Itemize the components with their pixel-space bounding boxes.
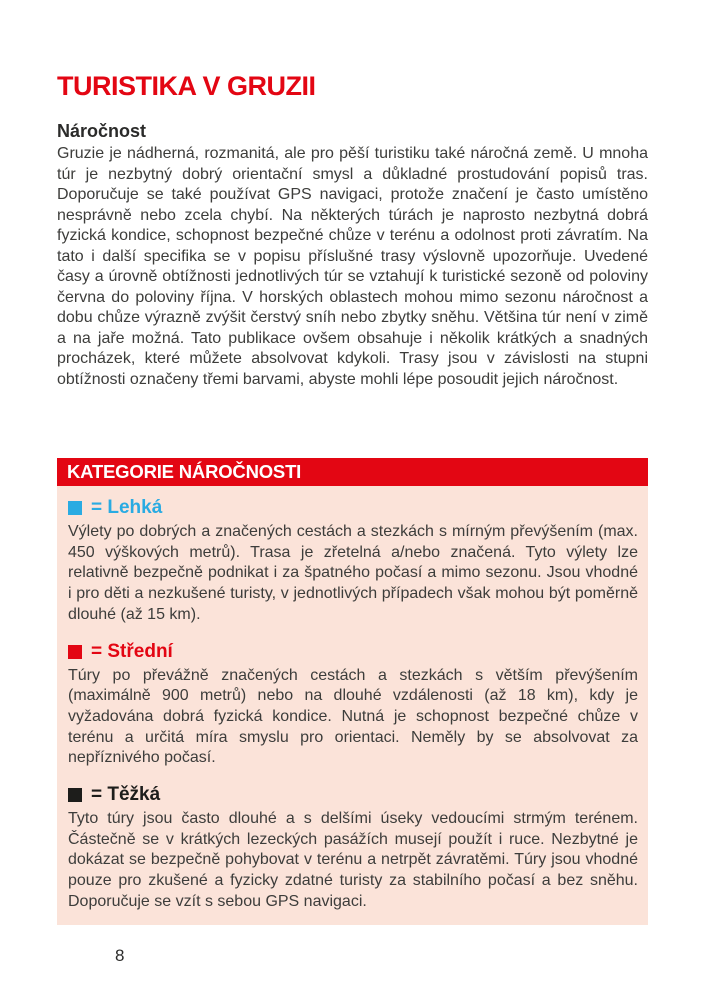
- book-page: [57, 0, 648, 1000]
- page-title: TURISTIKA V GRUZII: [57, 71, 316, 101]
- category-medium-label: = Střední: [91, 640, 173, 662]
- difficulty-categories-panel: [57, 486, 648, 925]
- easy-color-square-icon: [68, 501, 82, 515]
- category-hard: [68, 784, 638, 913]
- category-medium-heading: [68, 641, 638, 663]
- page-number: 8: [115, 946, 125, 965]
- difficulty-heading: Náročnost: [57, 121, 147, 142]
- category-section-banner: KATEGORIE NÁROČNOSTI: [57, 458, 648, 486]
- category-easy-label: = Lehká: [91, 497, 163, 518]
- category-hard-label: = Těžká: [91, 784, 161, 806]
- hard-color-square-icon: [68, 788, 82, 802]
- category-medium-description: Túry po převážně značených cestách a stezkách s větším převýšením (maximálně 900 metrů) nebo na dlouhé vzdálenosti (až 18 km), kdy je vyžadována dobrá fyzická kondice. Nutná je schopnost bezpečné chůze v terénu a určitá míra smyslu pro orientaci. Neměly by se absolvovat za nepříznivého počasí.: [68, 666, 638, 767]
- difficulty-intro-paragraph: Gruzie je nádherná, rozmanitá, ale pro pěší turistiku také náročná země. U mnoha túr je nezbytný dobrý orientační smysl a důkladné prostudování popisů tras. Doporučuje se také používat GPS navigaci, protože značení je často umístěno nesprávně nebo zcela chybí. Na některých túrách je naprosto nezbytná dobrá fyzická kondice, schopnost bezpečné chůze v terénu a odolnost proti závratím. Na tato i další specifika se v popisu příslušné trasy výslovně upozorňuje. Uvedené časy a úrovně obtížnosti jednotlivých túr se vztahují k turistické sezoně od poloviny června do poloviny října. V horských oblastech mohou mimo sezonu náročnost a dobu chůze výrazně zvýšit čerstvý sníh nebo zbytky sněhu. Většina túr není v zimě a na jaře možná. Tato publikace ovšem obsahuje i několik krátkých a snadných procházek, které můžete absolvovat kdykoli. Trasy jsou v závislosti na stupni obtížnosti označeny třemi barvami, abyste mohli lépe posoudit jejich náročnost.: [57, 145, 648, 388]
- category-easy-description: Výlety po dobrých a značených cestách a stezkách s mírným převýšením (max. 450 výškových metrů). Trasa je zřetelná a/nebo značená. Tyto výlety lze relativně bezpečně podnikat i za špatného počasí a mimo sezonu. Jsou vhodné i pro děti a nezkušené turisty, v jednotlivých případech však mohou být poměrně dlouhé (až 15 km).: [68, 523, 638, 623]
- category-medium: [68, 641, 638, 770]
- medium-color-square-icon: [68, 645, 82, 659]
- category-easy-heading: [68, 497, 638, 519]
- category-hard-heading: [68, 784, 638, 806]
- category-hard-description: Tyto túry jsou často dlouhé a s delšími úseky vedoucími strmým terénem. Částečně se v krátkých lezeckých pasážích musejí použít i ruce. Nezbytné je dokázat se bezpečně pohybovat v terénu a netrpět závratěmi. Túry jsou vhodné pouze pro zkušené a fyzicky zdatné turisty za stabilního počasí a bez sněhu. Doporučuje se vzít s sebou GPS navigaci.: [68, 810, 638, 910]
- category-easy: [68, 497, 638, 626]
